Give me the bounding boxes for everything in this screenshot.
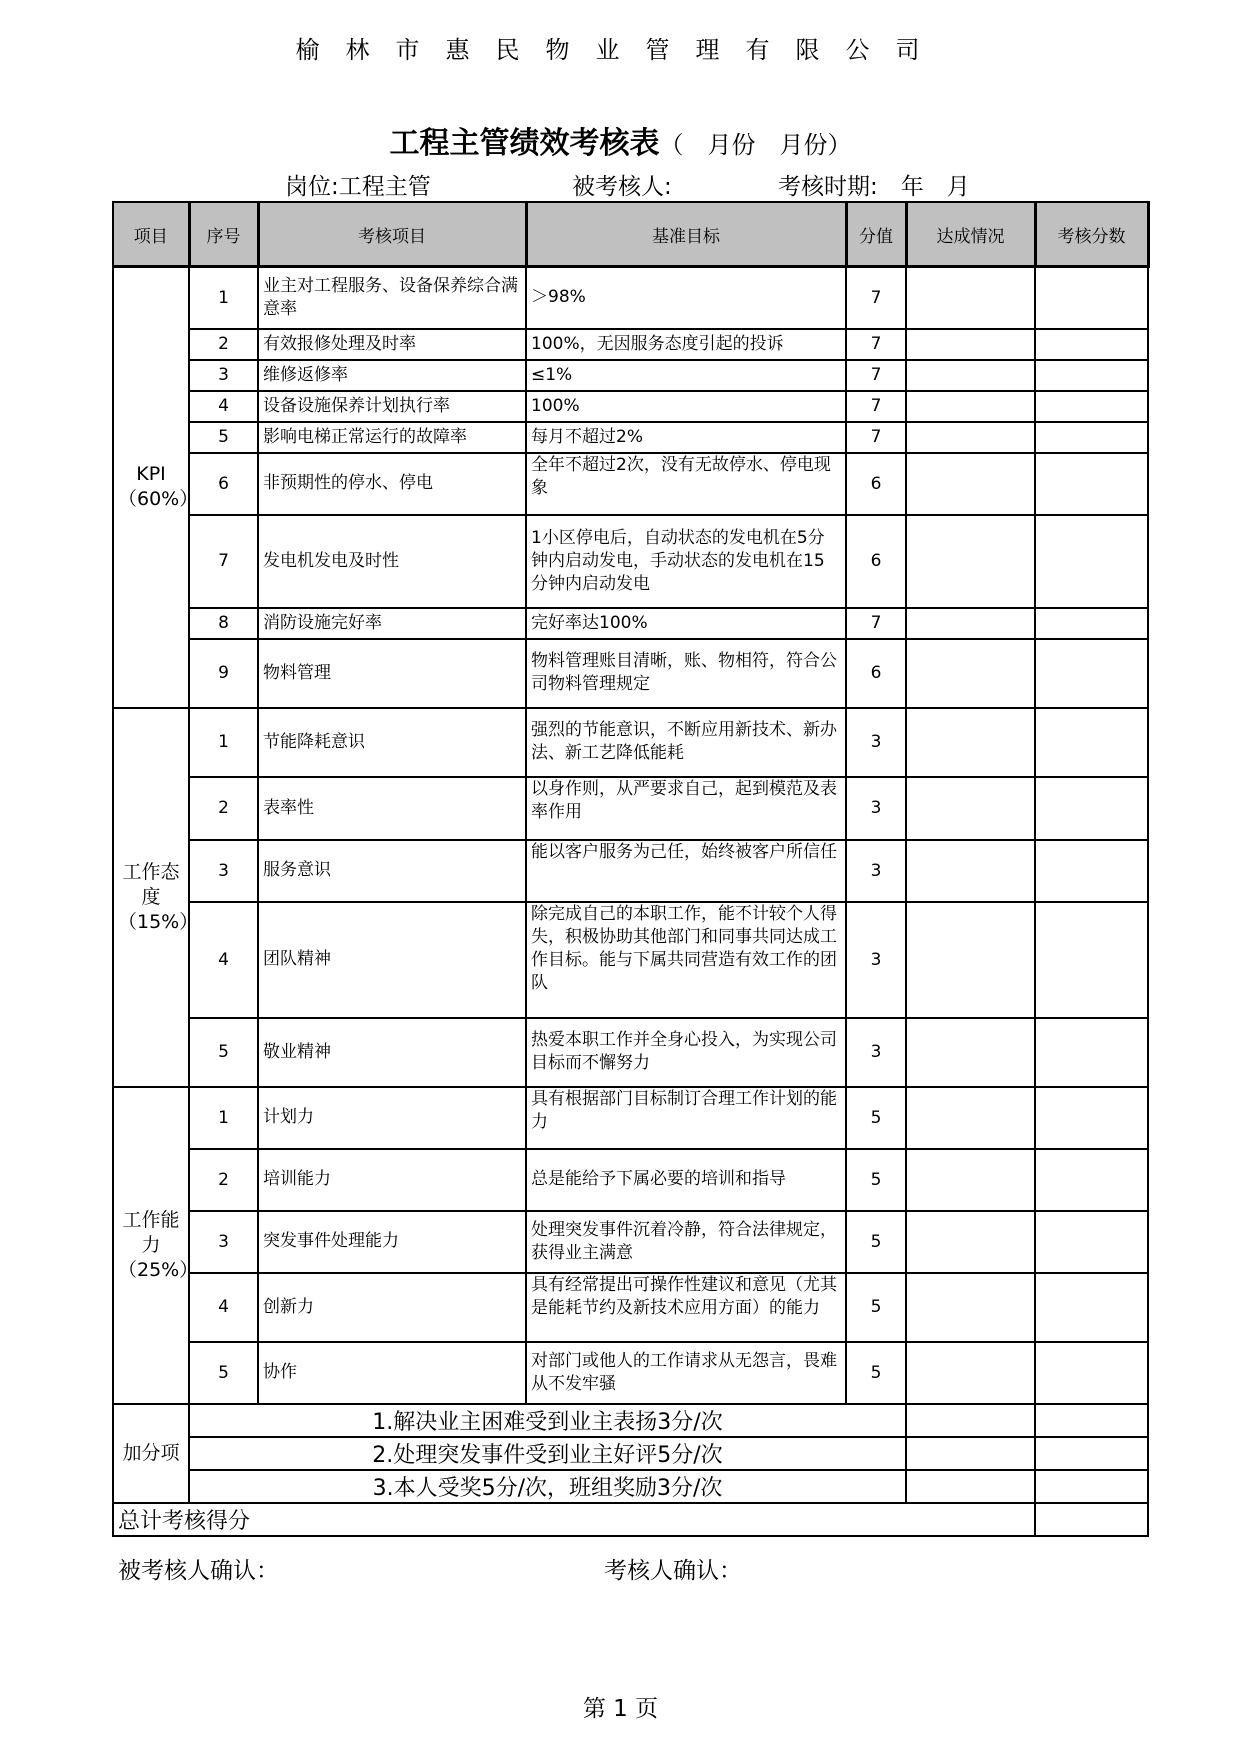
row-no: 4 <box>189 391 258 422</box>
row-score: 5 <box>846 1087 906 1149</box>
result-cell[interactable] <box>1035 267 1148 329</box>
header-score: 分值 <box>846 202 906 267</box>
achievement-cell[interactable] <box>906 360 1035 391</box>
table-row <box>113 360 1148 391</box>
row-item: 影响电梯正常运行的故障率 <box>258 422 526 453</box>
table-row <box>113 1342 1148 1404</box>
examinee-confirm: 被考核人确认： <box>118 1558 279 1584</box>
achievement-cell[interactable] <box>906 1342 1035 1404</box>
appraisal-table <box>112 201 1150 1537</box>
row-score: 7 <box>846 422 906 453</box>
row-target: 能以客户服务为己任，始终被客户所信任 <box>526 840 846 902</box>
row-item: 突发事件处理能力 <box>258 1211 526 1273</box>
row-score: 7 <box>846 608 906 639</box>
row-target: 强烈的节能意识，不断应用新技术、新办法、新工艺降低能耗 <box>526 708 846 777</box>
table-row <box>113 267 1148 329</box>
table-row <box>113 1149 1148 1211</box>
row-item: 物料管理 <box>258 639 526 708</box>
category-bonus: 加分项 <box>113 1404 189 1503</box>
table-row <box>113 1404 1148 1437</box>
table-row <box>113 1018 1148 1087</box>
row-score: 7 <box>846 329 906 360</box>
row-no: 2 <box>189 777 258 840</box>
row-target: 物料管理账目清晰，账、物相符，符合公司物料管理规定 <box>526 639 846 708</box>
row-score: 6 <box>846 453 906 515</box>
row-score: 7 <box>846 360 906 391</box>
row-score: 3 <box>846 840 906 902</box>
row-target: 全年不超过2次，没有无故停水、停电现象 <box>526 453 846 515</box>
result-cell[interactable] <box>1035 391 1148 422</box>
total-row <box>113 1503 1148 1536</box>
row-score: 3 <box>846 902 906 1018</box>
category-ability: 工作能力（25%） <box>113 1087 189 1404</box>
row-target: 热爱本职工作并全身心投入，为实现公司目标而不懈努力 <box>526 1018 846 1087</box>
header-result: 考核分数 <box>1035 202 1148 267</box>
position-label: 岗位:工程主管 <box>285 174 431 200</box>
page-number: 第 1 页 <box>582 1696 659 1722</box>
achievement-cell[interactable] <box>906 1404 1035 1437</box>
examinee-label: 被考核人: <box>572 174 672 200</box>
result-cell[interactable] <box>1035 639 1148 708</box>
row-no: 5 <box>189 1018 258 1087</box>
result-cell[interactable] <box>1035 1470 1148 1503</box>
header-item: 考核项目 <box>258 202 526 267</box>
total-label: 总计考核得分 <box>113 1503 1035 1536</box>
row-item: 非预期性的停水、停电 <box>258 453 526 515</box>
row-no: 2 <box>189 329 258 360</box>
result-cell[interactable] <box>1035 608 1148 639</box>
table-row <box>113 708 1148 777</box>
row-no: 3 <box>189 360 258 391</box>
result-cell[interactable] <box>1035 360 1148 391</box>
table-row <box>113 329 1148 360</box>
result-cell[interactable] <box>1035 515 1148 608</box>
achievement-cell[interactable] <box>906 329 1035 360</box>
row-target: 具有经常提出可操作性建议和意见（尤其是能耗节约及新技术应用方面）的能力 <box>526 1273 846 1342</box>
row-score: 6 <box>846 515 906 608</box>
result-cell[interactable] <box>1035 1342 1148 1404</box>
row-no: 1 <box>189 267 258 329</box>
achievement-cell[interactable] <box>906 708 1035 777</box>
row-item: 协作 <box>258 1342 526 1404</box>
table-row <box>113 1470 1148 1503</box>
result-cell[interactable] <box>1035 1211 1148 1273</box>
result-cell[interactable] <box>1035 453 1148 515</box>
achievement-cell[interactable] <box>906 639 1035 708</box>
result-cell[interactable] <box>1035 1404 1148 1437</box>
result-cell[interactable] <box>1035 1018 1148 1087</box>
result-cell[interactable] <box>1035 777 1148 840</box>
table-row <box>113 902 1148 1018</box>
row-score: 3 <box>846 777 906 840</box>
row-item: 设备设施保养计划执行率 <box>258 391 526 422</box>
result-cell[interactable] <box>1035 329 1148 360</box>
row-score: 5 <box>846 1149 906 1211</box>
row-item: 维修返修率 <box>258 360 526 391</box>
table-row <box>113 1211 1148 1273</box>
result-cell[interactable] <box>1035 840 1148 902</box>
row-target: 完好率达100% <box>526 608 846 639</box>
achievement-cell[interactable] <box>906 1087 1035 1149</box>
title-month: （ 月份 月份） <box>659 131 852 159</box>
achievement-cell[interactable] <box>906 391 1035 422</box>
row-target: 对部门或他人的工作请求从无怨言，畏难从不发牢骚 <box>526 1342 846 1404</box>
row-no: 1 <box>189 708 258 777</box>
row-no: 4 <box>189 902 258 1018</box>
row-no: 8 <box>189 608 258 639</box>
header-row <box>113 202 1148 267</box>
row-item: 业主对工程服务、设备保养综合满意率 <box>258 267 526 329</box>
row-no: 5 <box>189 422 258 453</box>
row-target: 1小区停电后，自动状态的发电机在5分钟内启动发电，手动状态的发电机在15分钟内启动发电 <box>526 515 846 608</box>
row-target: 除完成自己的本职工作，能不计较个人得失，积极协助其他部门和同事共同达成工作目标。能与下属共同营造有效工作的团队 <box>526 902 846 1018</box>
row-target: 以身作则，从严要求自己，起到模范及表率作用 <box>526 777 846 840</box>
table-row <box>113 608 1148 639</box>
result-cell[interactable] <box>1035 708 1148 777</box>
row-item: 有效报修处理及时率 <box>258 329 526 360</box>
table-row <box>113 1437 1148 1470</box>
achievement-cell[interactable] <box>906 1149 1035 1211</box>
achievement-cell[interactable] <box>906 422 1035 453</box>
row-target: 具有根据部门目标制订合理工作计划的能力 <box>526 1087 846 1149</box>
row-target: 每月不超过2% <box>526 422 846 453</box>
table-row <box>113 453 1148 515</box>
row-item: 敬业精神 <box>258 1018 526 1087</box>
row-score: 5 <box>846 1273 906 1342</box>
row-item: 服务意识 <box>258 840 526 902</box>
category-attitude: 工作态度（15%） <box>113 708 189 1087</box>
table-row <box>113 1087 1148 1149</box>
header-achievement: 达成情况 <box>906 202 1035 267</box>
row-target: 100%，无因服务态度引起的投诉 <box>526 329 846 360</box>
row-score: 5 <box>846 1211 906 1273</box>
result-cell[interactable] <box>1035 1149 1148 1211</box>
row-no: 7 <box>189 515 258 608</box>
row-no: 5 <box>189 1342 258 1404</box>
achievement-cell[interactable] <box>906 515 1035 608</box>
row-score: 3 <box>846 1018 906 1087</box>
row-item: 计划力 <box>258 1087 526 1149</box>
header-target: 基准目标 <box>526 202 846 267</box>
row-target: ≤1% <box>526 360 846 391</box>
result-cell[interactable] <box>1035 1087 1148 1149</box>
row-item: 培训能力 <box>258 1149 526 1211</box>
achievement-cell[interactable] <box>906 1273 1035 1342</box>
row-item: 创新力 <box>258 1273 526 1342</box>
table-row <box>113 422 1148 453</box>
category-kpi: KPI（60%） <box>113 267 189 708</box>
achievement-cell[interactable] <box>906 267 1035 329</box>
row-no: 2 <box>189 1149 258 1211</box>
result-cell[interactable] <box>1035 422 1148 453</box>
achievement-cell[interactable] <box>906 1018 1035 1087</box>
row-no: 3 <box>189 1211 258 1273</box>
table-row <box>113 1273 1148 1342</box>
bonus-item: 1.解决业主困难受到业主表扬3分/次 <box>189 1404 906 1437</box>
total-score-cell[interactable] <box>1035 1503 1148 1536</box>
row-score: 5 <box>846 1342 906 1404</box>
bonus-item: 2.处理突发事件受到业主好评5分/次 <box>189 1437 906 1470</box>
row-item: 发电机发电及时性 <box>258 515 526 608</box>
achievement-cell[interactable] <box>906 1211 1035 1273</box>
achievement-cell[interactable] <box>906 902 1035 1018</box>
achievement-cell[interactable] <box>906 453 1035 515</box>
form-title: 工程主管绩效考核表 <box>389 126 660 161</box>
result-cell[interactable] <box>1035 902 1148 1018</box>
row-item: 节能降耗意识 <box>258 708 526 777</box>
row-target: ＞98% <box>526 267 846 329</box>
achievement-cell[interactable] <box>906 777 1035 840</box>
row-score: 7 <box>846 267 906 329</box>
achievement-cell[interactable] <box>906 1437 1035 1470</box>
row-target: 处理突发事件沉着冷静，符合法律规定，获得业主满意 <box>526 1211 846 1273</box>
table-row <box>113 391 1148 422</box>
company-name: 榆林市惠民物业管理有限公司 <box>295 36 946 64</box>
result-cell[interactable] <box>1035 1437 1148 1470</box>
row-score: 7 <box>846 391 906 422</box>
row-item: 表率性 <box>258 777 526 840</box>
result-cell[interactable] <box>1035 1273 1148 1342</box>
header-category: 项目 <box>113 202 189 267</box>
period-label: 考核时期: 年 月 <box>778 174 970 200</box>
table-row <box>113 515 1148 608</box>
header-no: 序号 <box>189 202 258 267</box>
row-no: 3 <box>189 840 258 902</box>
achievement-cell[interactable] <box>906 1470 1035 1503</box>
row-target: 总是能给予下属必要的培训和指导 <box>526 1149 846 1211</box>
achievement-cell[interactable] <box>906 840 1035 902</box>
row-score: 3 <box>846 708 906 777</box>
achievement-cell[interactable] <box>906 608 1035 639</box>
table-row <box>113 639 1148 708</box>
bonus-item: 3.本人受奖5分/次，班组奖励3分/次 <box>189 1470 906 1503</box>
title-row <box>0 118 1241 162</box>
row-target: 100% <box>526 391 846 422</box>
row-item: 消防设施完好率 <box>258 608 526 639</box>
row-no: 6 <box>189 453 258 515</box>
row-item: 团队精神 <box>258 902 526 1018</box>
examiner-confirm: 考核人确认： <box>604 1558 742 1584</box>
row-no: 9 <box>189 639 258 708</box>
row-score: 6 <box>846 639 906 708</box>
row-no: 4 <box>189 1273 258 1342</box>
table-row <box>113 840 1148 902</box>
row-no: 1 <box>189 1087 258 1149</box>
table-row <box>113 777 1148 840</box>
